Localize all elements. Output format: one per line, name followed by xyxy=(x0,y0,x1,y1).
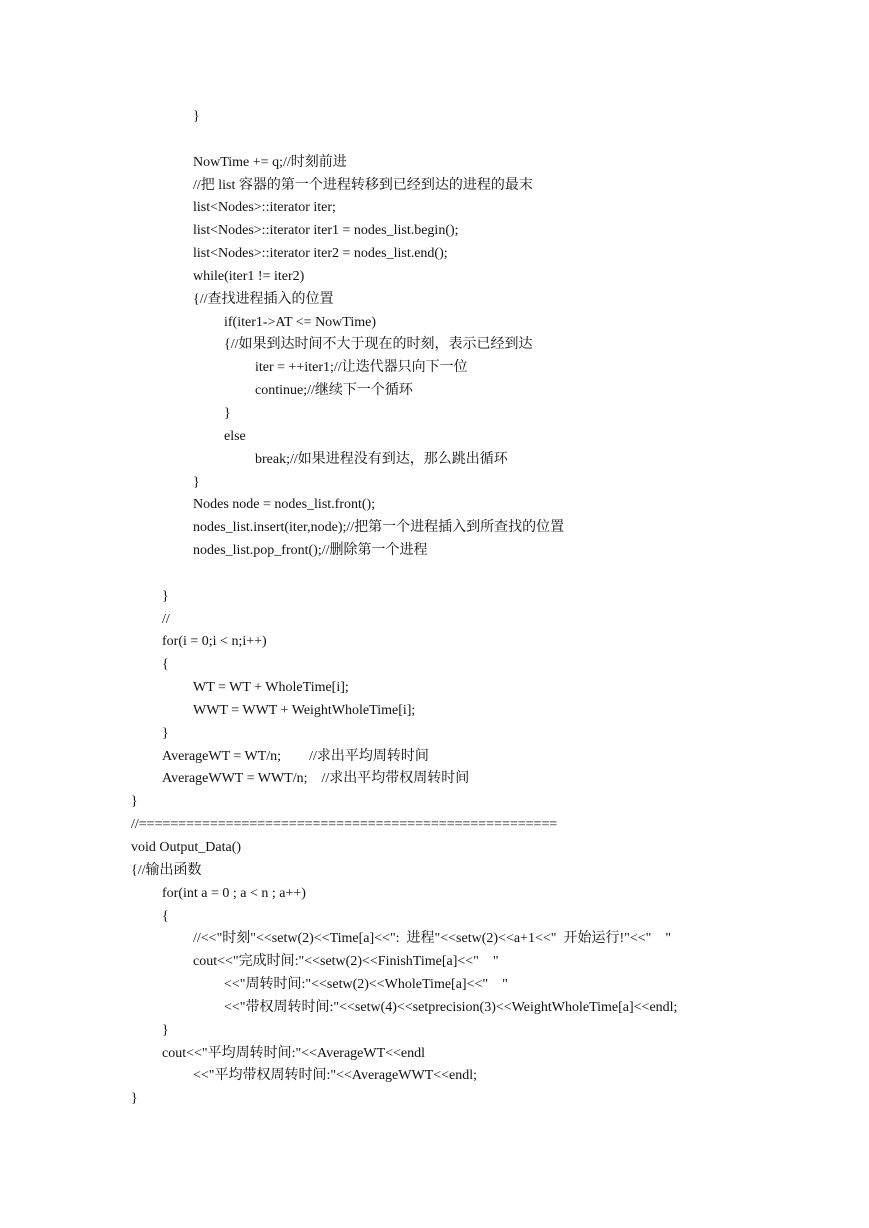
code-line-text: void Output_Data() xyxy=(131,840,242,855)
code-line-text: nodes_list.pop_front();//删除第一个进程 xyxy=(193,543,428,559)
code-line-text: //把 list 容器的第一个进程转移到已经到达的进程的最末 xyxy=(193,177,533,193)
code-line-text: } xyxy=(131,1091,138,1107)
code-listing xyxy=(0,106,869,1111)
code-line xyxy=(0,449,869,472)
code-line-text: continue;//继续下一个循环 xyxy=(255,383,413,399)
code-line-text: } xyxy=(162,588,169,604)
code-line xyxy=(0,129,869,152)
code-line-text: break;//如果进程没有到达，那么跳出循环 xyxy=(255,451,508,467)
code-line xyxy=(0,654,869,677)
code-line xyxy=(0,586,869,609)
code-line xyxy=(0,860,869,883)
code-line xyxy=(0,175,869,198)
code-line xyxy=(0,1065,869,1088)
code-line xyxy=(0,700,869,723)
code-line-text: WT = WT + WholeTime[i]; xyxy=(193,680,349,696)
code-line xyxy=(0,814,869,837)
code-line-text: {//查找进程插入的位置 xyxy=(193,291,334,307)
code-line-text: } xyxy=(162,725,169,741)
code-line-text: AverageWT = WT/n; //求出平均周转时间 xyxy=(162,748,429,764)
code-line-text: { xyxy=(162,657,169,673)
code-line-text: list<Nodes>::iterator iter2 = nodes_list.end(); xyxy=(193,246,448,262)
code-line xyxy=(0,997,869,1020)
code-line-text: while(iter1 != iter2) xyxy=(193,268,305,284)
code-line-text: //<<"时刻"<<setw(2)<<Time[a]<<": 进程"<<setw(2)<<a+1<<" 开始运行!"<<" " xyxy=(193,931,672,947)
code-line xyxy=(0,974,869,997)
code-line xyxy=(0,380,869,403)
code-line-text: } xyxy=(162,1022,169,1038)
code-line xyxy=(0,266,869,289)
code-line xyxy=(0,334,869,357)
code-line-text: Nodes node = nodes_list.front(); xyxy=(193,497,376,513)
code-line-text: else xyxy=(224,428,246,444)
code-line xyxy=(0,951,869,974)
code-line-text: list<Nodes>::iterator iter1 = nodes_list.begin(); xyxy=(193,223,459,239)
code-line xyxy=(0,837,869,860)
code-line xyxy=(0,609,869,632)
code-line xyxy=(0,152,869,175)
code-line xyxy=(0,791,869,814)
code-line-text: } xyxy=(224,405,231,421)
code-line-text: <<"周转时间:"<<setw(2)<<WholeTime[a]<<" " xyxy=(224,977,508,993)
code-line-text: AverageWWT = WWT/n; //求出平均带权周转时间 xyxy=(162,771,470,787)
code-line-text: { xyxy=(162,908,169,924)
code-line xyxy=(0,197,869,220)
code-line xyxy=(0,768,869,791)
code-line-text: <<"平均带权周转时间:"<<AverageWWT<<endl; xyxy=(193,1068,478,1084)
code-line xyxy=(0,883,869,906)
code-line xyxy=(0,677,869,700)
code-line xyxy=(0,563,869,586)
code-line xyxy=(0,1043,869,1066)
code-line xyxy=(0,1020,869,1043)
code-line xyxy=(0,746,869,769)
code-line-text: } xyxy=(193,109,200,124)
code-line xyxy=(0,723,869,746)
code-line xyxy=(0,517,869,540)
code-line-text: NowTime += q;//时刻前进 xyxy=(193,154,347,170)
code-line xyxy=(0,472,869,495)
code-line-text: } xyxy=(193,474,200,490)
code-line-text: // xyxy=(162,611,170,627)
code-line xyxy=(0,106,869,129)
code-line xyxy=(0,631,869,654)
code-line-text: {//输出函数 xyxy=(131,862,202,878)
code-line-text: for(i = 0;i < n;i++) xyxy=(162,634,267,650)
code-line-text: cout<<"平均周转时间:"<<AverageWT<<endl xyxy=(162,1045,426,1061)
code-line-text: <<"带权周转时间:"<<setw(4)<<setprecision(3)<<WeightWholeTime[a]<<endl; xyxy=(224,999,678,1015)
code-line xyxy=(0,494,869,517)
code-line xyxy=(0,426,869,449)
code-line xyxy=(0,220,869,243)
code-line-text: iter = ++iter1;//让迭代器只向下一位 xyxy=(255,360,468,376)
code-line xyxy=(0,1088,869,1111)
code-line xyxy=(0,289,869,312)
code-line xyxy=(0,403,869,426)
code-line xyxy=(0,928,869,951)
code-line xyxy=(0,243,869,266)
code-line-text: //===================================================== xyxy=(131,817,558,833)
code-line xyxy=(0,357,869,380)
code-line-text: if(iter1->AT <= NowTime) xyxy=(224,314,377,330)
code-line xyxy=(0,906,869,929)
code-line-text: for(int a = 0 ; a < n ; a++) xyxy=(162,885,306,901)
code-line-text: WWT = WWT + WeightWholeTime[i]; xyxy=(193,702,416,718)
code-line-text: } xyxy=(131,794,138,810)
code-line xyxy=(0,312,869,335)
code-line-text: {//如果到达时间不大于现在的时刻，表示已经到达 xyxy=(224,337,533,353)
code-line-text: list<Nodes>::iterator iter; xyxy=(193,200,336,216)
code-line-text: nodes_list.insert(iter,node);//把第一个进程插入到所查找的位置 xyxy=(193,520,565,536)
code-line xyxy=(0,540,869,563)
code-line-text: cout<<"完成时间:"<<setw(2)<<FinishTime[a]<<" " xyxy=(193,954,499,970)
